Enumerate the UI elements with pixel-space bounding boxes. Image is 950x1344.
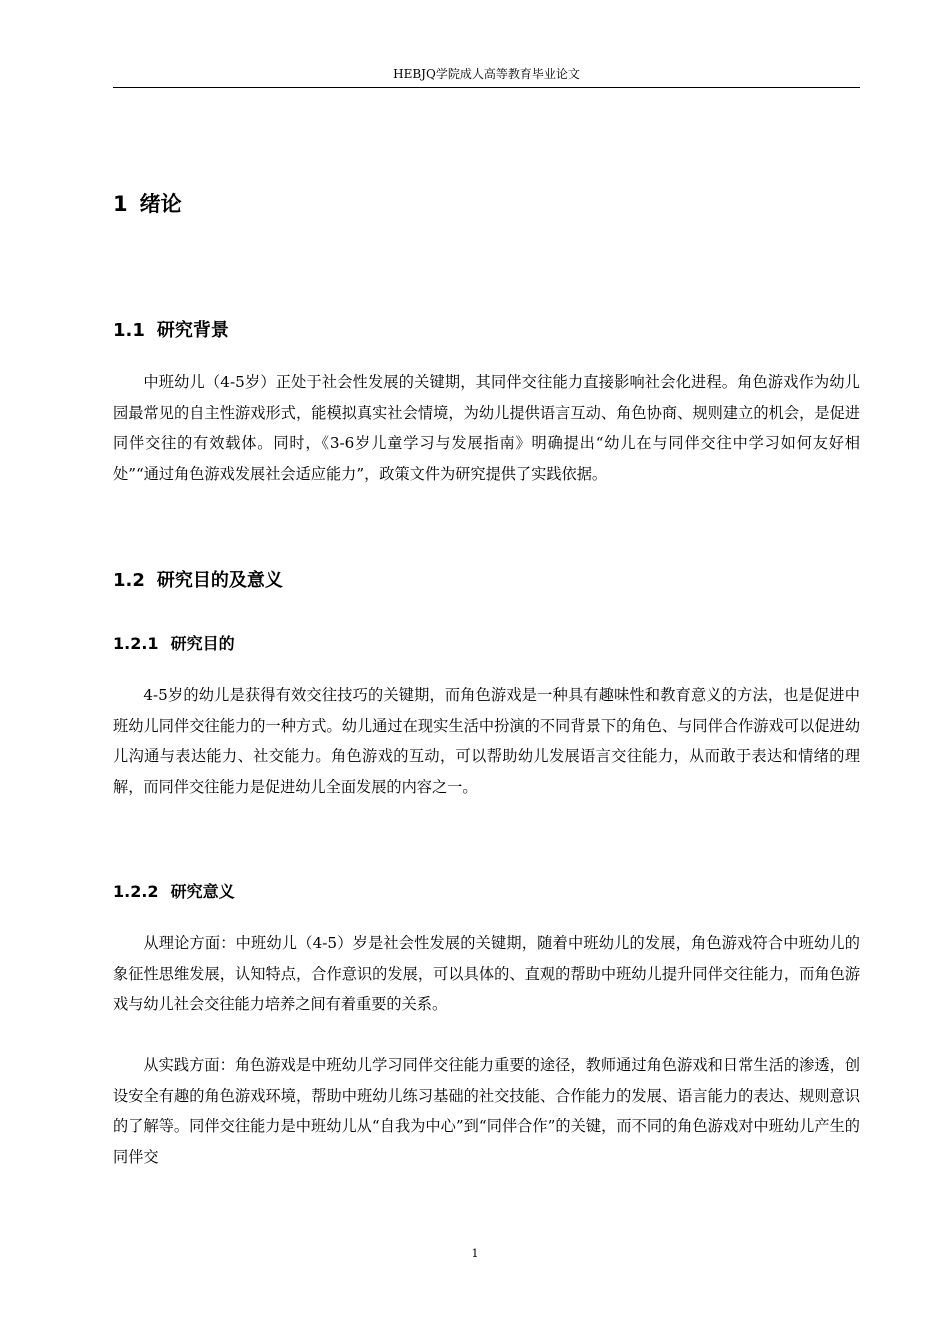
section-number: 1.2 <box>113 570 145 591</box>
chapter-title: 绪论 <box>139 192 182 216</box>
paragraph-research-background: 中班幼儿（4-5岁）正处于社会性发展的关键期，其同伴交往能力直接影响社会化进程。角色游戏作为幼儿园最常见的自主性游戏形式，能模拟真实社会情境，为幼儿提供语言互动、角色协商、规则建立的机会，是促进同伴交往的有效载体。同时，《3-6岁儿童学习与发展指南》明确提出“幼儿在与同伴交往中学习如何友好相处”“通过角色游戏发展社会适应能力”，政策文件为研究提供了实践依据。 <box>113 373 860 483</box>
section-title: 研究背景 <box>156 320 229 341</box>
subsection-title: 研究意义 <box>170 882 235 901</box>
page-number: 1 <box>471 1247 479 1260</box>
section-heading-1-2 <box>113 568 283 594</box>
section-heading-1-1 <box>113 318 229 344</box>
section-title: 研究目的及意义 <box>156 570 283 591</box>
subsection-number: 1.2.2 <box>113 882 159 901</box>
paragraph-theoretical-significance: 从理论方面：中班幼儿（4-5）岁是社会性发展的关键期，随着中班幼儿的发展，角色游戏符合中班幼儿的象征性思维发展，认知特点，合作意识的发展，可以具体的、直观的帮助中班幼儿提升同伴交往能力，而角色游戏与幼儿社会交往能力培养之间有着重要的关系。 <box>113 934 860 1013</box>
running-header: HEBJQ学院成人高等教育毕业论文 <box>113 66 860 88</box>
chapter-number: 1 <box>113 192 128 216</box>
paragraph-practical-significance: 从实践方面：角色游戏是中班幼儿学习同伴交往能力重要的途径，教师通过角色游戏和日常生活的渗透，创设安全有趣的角色游戏环境，帮助中班幼儿练习基础的社交技能、合作能力的发展、语言能力的表达、规则意识的了解等。同伴交往能力是中班幼儿从“自我为中心”到“同伴合作”的关键，而不同的角色游戏对中班幼儿产生的同伴交 <box>113 1056 860 1166</box>
paragraph-research-purpose: 4-5岁的幼儿是获得有效交往技巧的关键期，而角色游戏是一种具有趣味性和教育意义的方法，也是促进中班幼儿同伴交往能力的一种方式。幼儿通过在现实生活中扮演的不同背景下的角色、与同伴合作游戏可以促进幼儿沟通与表达能力、社交能力。角色游戏的互动，可以帮助幼儿发展语言交往能力，从而敢于表达和情绪的理解，而同伴交往能力是促进幼儿全面发展的内容之一。 <box>113 686 860 796</box>
chapter-heading <box>113 189 182 219</box>
subsection-heading-1-2-2 <box>113 880 235 904</box>
subsection-heading-1-2-1 <box>113 632 235 656</box>
section-number: 1.1 <box>113 320 145 341</box>
subsection-number: 1.2.1 <box>113 634 159 653</box>
subsection-title: 研究目的 <box>170 634 235 653</box>
